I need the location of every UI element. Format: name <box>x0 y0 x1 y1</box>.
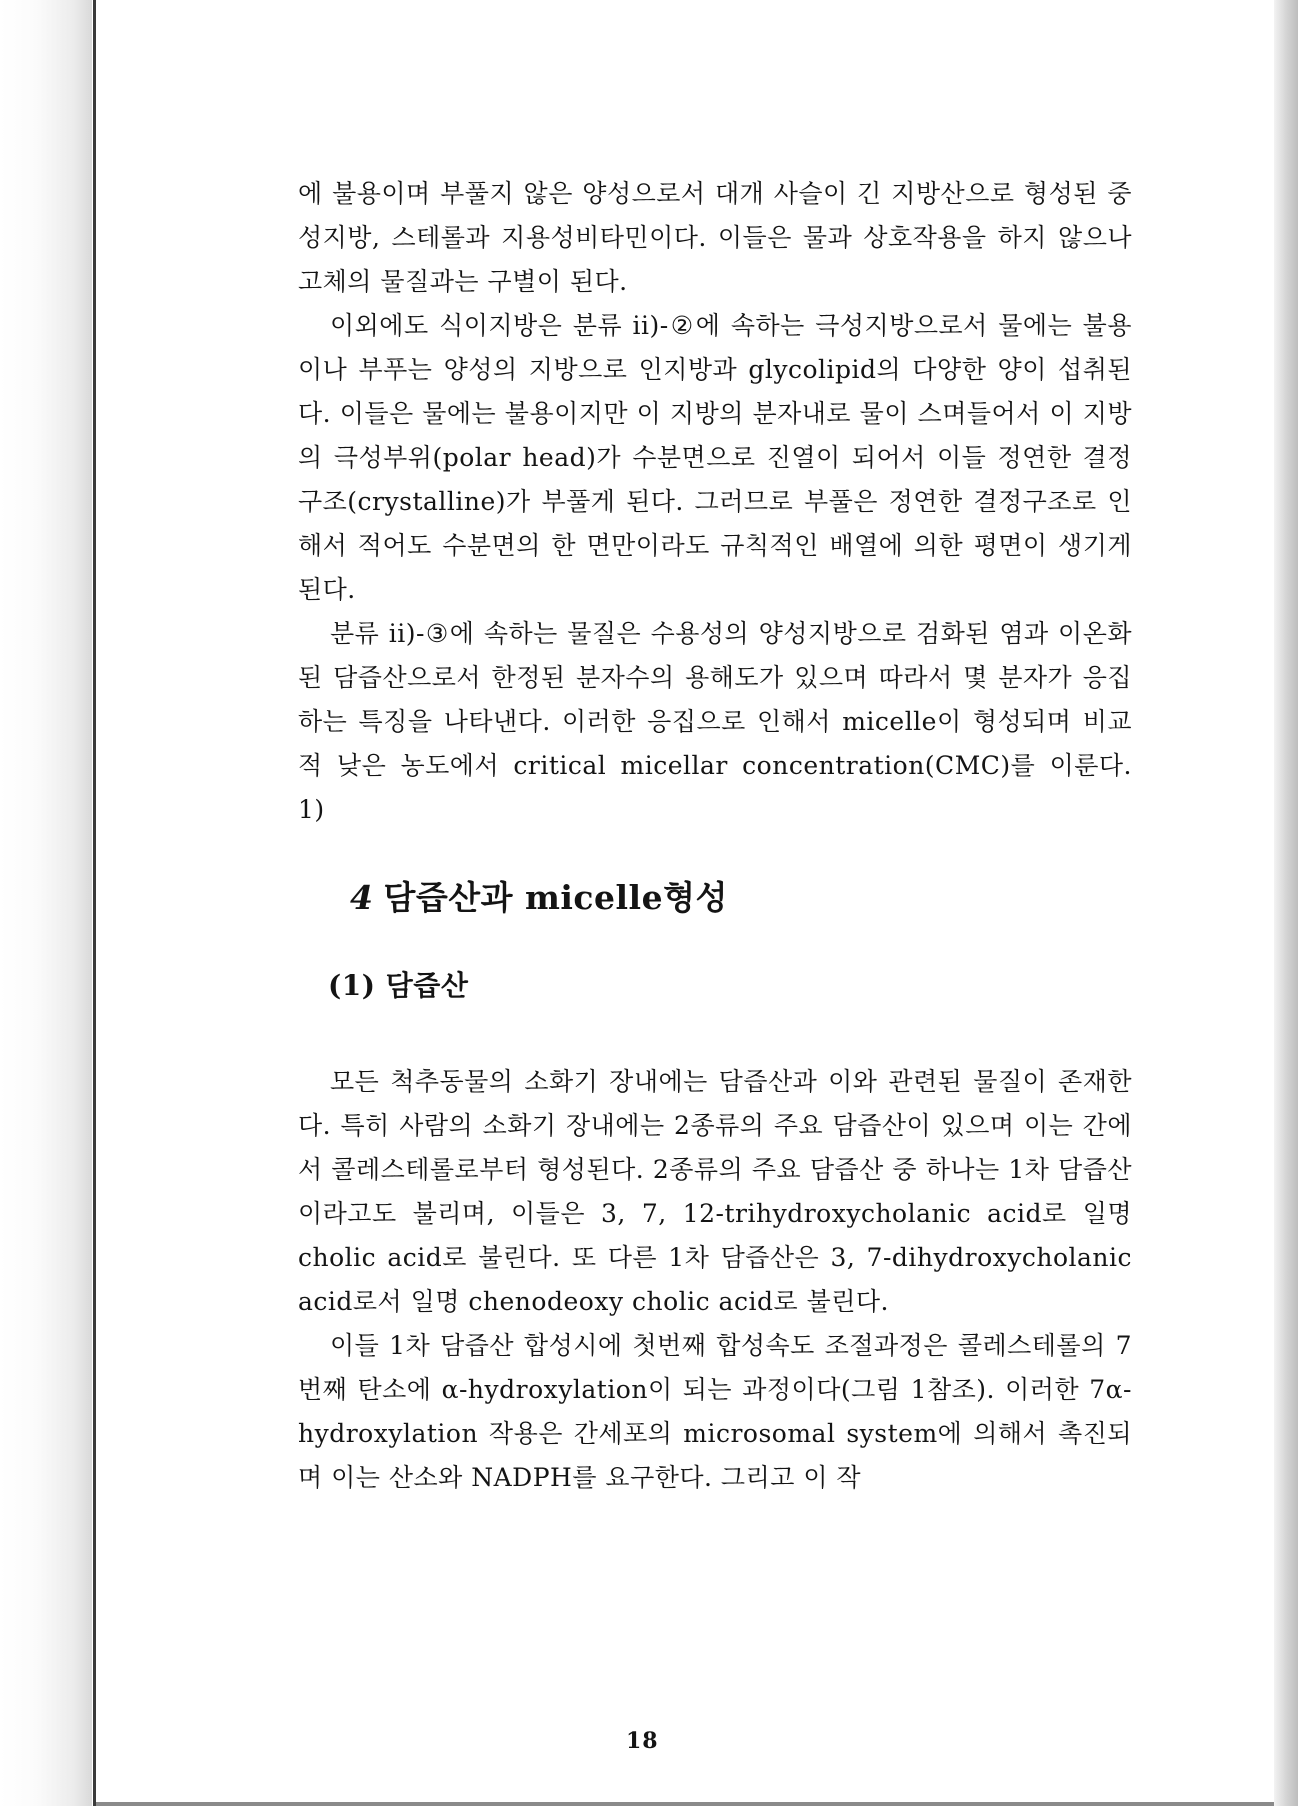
paragraph-bile-acids: 모든 척추동물의 소화기 장내에는 담즙산과 이와 관련된 물질이 존재한다. 특히 사람의 소화기 장내에는 2종류의 주요 담즙산이 있으며 이는 간에서 콜레스테롤로부터 형성된다. 2종류의 주요 담즙산 중 하나는 1차 담즙산이라고도 불리며, 이들은 3, 7, 12-trihydroxycholanic acid로 일명 cholic acid로 불린다. 또 다른 1차 담즙산은 3, 7-dihydroxycholanic acid로서 일명 chenodeoxy cholic acid로 불린다. <box>298 1067 1132 1316</box>
body-text-bottom <box>298 1060 1132 1500</box>
right-scan-margin <box>1274 0 1298 1806</box>
paragraph-polar-lipids: 이외에도 식이지방은 분류 ii)-②에 속하는 극성지방으로서 물에는 불용이나 부푸는 양성의 지방으로 인지방과 glycolipid의 다양한 양이 섭취된다. 이들은 물에는 불용이지만 이 지방의 분자내로 물이 스며들어서 이 지방의 극성부위(polar head)가 수분면으로 진열이 되어서 이들 정연한 결정구조(crystalline)가 부풀게 된다. 그러므로 부풀은 정연한 결정구조로 인해서 적어도 수분면의 한 면만이라도 규칙적인 배열에 의한 평면이 생기게 된다. <box>298 311 1132 604</box>
subsection-heading: (1) 담즙산 <box>328 969 469 1002</box>
section-number: 4 <box>350 878 374 917</box>
section-heading <box>350 872 728 919</box>
paragraph-hydroxylation: 이들 1차 담즙산 합성시에 첫번째 합성속도 조절과정은 콜레스테롤의 7번째 탄소에 α-hydroxylation이 되는 과정이다(그림 1참조). 이러한 7α-hydroxylation 작용은 간세포의 microsomal system에 의해서 촉진되며 이는 산소와 NADPH를 요구한다. 그리고 이 작 <box>298 1331 1132 1492</box>
page-number: 18 <box>626 1728 659 1754</box>
left-scan-margin <box>0 0 92 1806</box>
bottom-page-edge <box>96 1802 1274 1806</box>
paragraph-micelle-formation: 분류 ii)-③에 속하는 물질은 수용성의 양성지방으로 검화된 염과 이온화된 담즙산으로서 한정된 분자수의 용해도가 있으며 따라서 몇 분자가 응집하는 특징을 나타낸다. 이러한 응집으로 인해서 micelle이 형성되며 비교적 낮은 농도에서 critical micellar concentration(CMC)를 이룬다. 1) <box>298 619 1132 824</box>
body-text-top <box>298 172 1132 832</box>
section-title: 담즙산과 micelle형성 <box>383 878 728 917</box>
paragraph-continuation: 에 불용이며 부풀지 않은 양성으로서 대개 사슬이 긴 지방산으로 형성된 중성지방, 스테롤과 지용성비타민이다. 이들은 물과 상호작용을 하지 않으나 고체의 물질과는 구별이 된다. <box>298 179 1132 296</box>
